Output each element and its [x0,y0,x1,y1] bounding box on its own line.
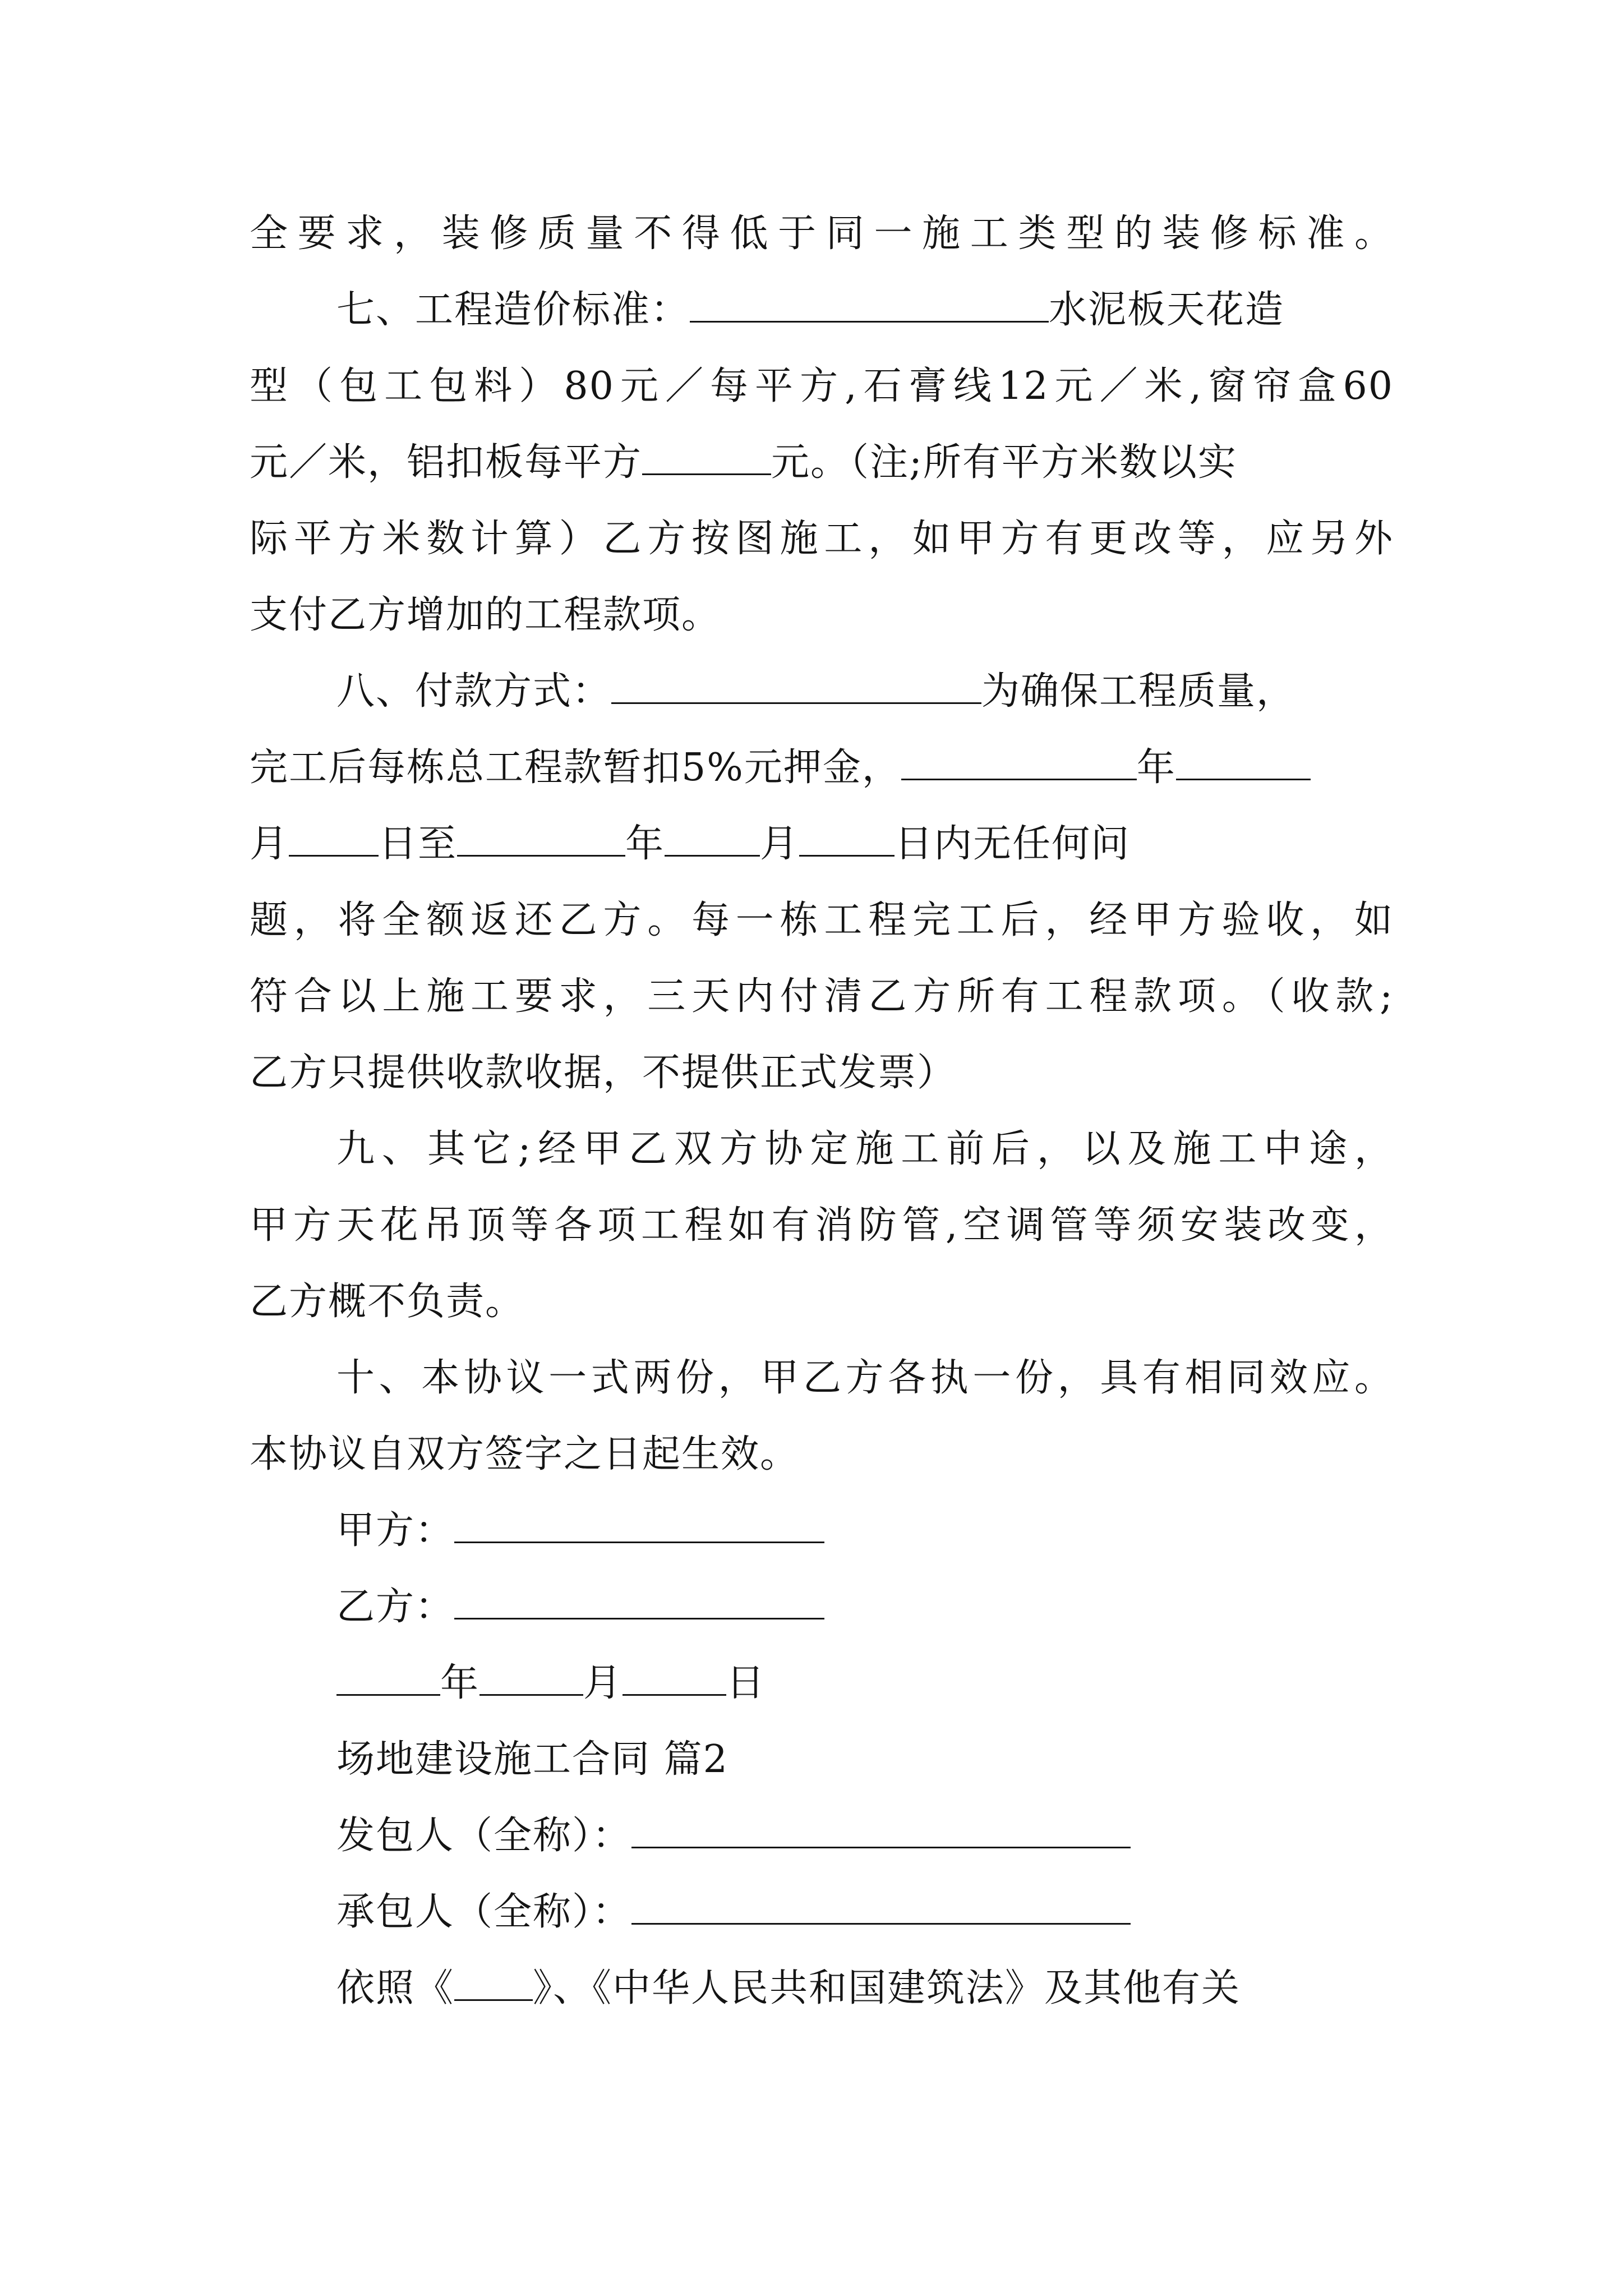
text-fragment: 型（包工包料）80元／每平方,石膏线12元／米,窗帘盒60 [250,364,1394,408]
text-fragment: 九、其它;经甲乙双方协定施工前后，以及施工中途， [336,1127,1394,1171]
fill-in-blank [690,287,1049,323]
signature-line-party-a [336,1506,1394,1556]
fill-in-blank [457,821,625,857]
section-title [336,1734,1394,1785]
fill-in-blank [901,745,1137,780]
text-fragment: 七、工程造价标准： [336,288,690,332]
fill-in-blank [454,1508,824,1543]
text-fragment: 年 [1136,746,1176,790]
text-fragment: 甲方天花吊顶等各项工程如有消防管,空调管等须安装改变， [250,1203,1394,1248]
text-line [336,1963,1394,2014]
fill-in-blank [665,821,760,857]
text-line [336,666,1394,717]
date-line [336,1658,1394,1709]
text-fragment: 甲方： [336,1508,455,1553]
fill-in-blank [336,1660,440,1696]
text-fragment: 元／米，铝扣板每平方 [250,440,643,485]
text-line [250,590,1394,641]
text-line [250,1277,1394,1327]
text-line [250,819,1394,869]
text-line [250,972,1394,1022]
text-line [336,1124,1394,1175]
text-fragment: 依照《 [336,1966,455,2010]
text-line [250,438,1394,488]
text-line [250,514,1394,564]
text-line [250,895,1394,946]
text-fragment: 乙方： [336,1585,455,1629]
fill-in-blank [1176,745,1311,780]
text-line [336,1353,1394,1404]
text-fragment: 支付乙方增加的工程款项。 [250,593,721,637]
text-fragment: 八、付款方式： [336,669,612,714]
fill-in-blank [631,1813,1131,1848]
text-fragment: 完工后每栋总工程款暂扣5%元押金， [250,746,901,790]
text-fragment: 承包人（全称）： [336,1890,632,1934]
text-fragment: 发包人（全称）： [336,1814,632,1858]
text-line [250,209,1394,259]
text-fragment: 场地建设施工合同 篇2 [336,1737,728,1782]
text-fragment: 水泥板天花造 [1049,288,1285,332]
text-fragment: 题，将全额返还乙方。每一栋工程完工后，经甲方验收，如 [250,898,1394,942]
fill-in-blank [611,669,981,704]
text-fragment: 日内无任何问 [895,822,1131,866]
text-fragment: 乙方只提供收款收据，不提供正式发票） [250,1051,957,1095]
text-fragment: 十、本协议一式两份，甲乙方各执一份，具有相同效应。 [336,1356,1394,1400]
text-line [250,1200,1394,1251]
text-fragment: 年 [440,1661,480,1705]
fill-in-blank [454,1584,824,1619]
text-line [336,1887,1394,1938]
fill-in-blank [631,1889,1131,1925]
fill-in-blank [642,440,771,475]
signature-line-party-b [336,1582,1394,1632]
text-fragment: 日至 [379,822,458,866]
text-fragment: 日 [726,1661,766,1705]
fill-in-blank [479,1660,583,1696]
text-fragment: 乙方概不负责。 [250,1280,525,1324]
text-fragment: 月 [583,1661,623,1705]
text-fragment: 元。（注;所有平方米数以实 [771,440,1237,485]
text-fragment: 本协议自双方签字之日起生效。 [250,1432,800,1476]
fill-in-blank [799,821,895,857]
fill-in-blank [289,821,379,857]
fill-in-blank [623,1660,726,1696]
text-fragment: 》、《中华人民共和国建筑法》及其他有关 [533,1966,1241,2010]
text-line [250,1048,1394,1098]
text-fragment: 全要求，装修质量不得低于同一施工类型的装修标准。 [250,211,1394,256]
text-fragment: 际平方米数计算）乙方按图施工，如甲方有更改等，应另外 [250,517,1394,561]
fill-in-blank [454,1966,533,2001]
text-fragment: 月 [760,822,800,866]
text-line [336,285,1394,335]
text-line [250,361,1394,412]
text-fragment: 符合以上施工要求，三天内付清乙方所有工程款项。（收款; [250,974,1394,1019]
text-line [250,1429,1394,1480]
text-line [250,743,1394,793]
text-line [336,1811,1394,1861]
text-fragment: 为确保工程质量， [981,669,1296,714]
text-fragment: 年 [625,822,665,866]
text-fragment: 月 [250,822,289,866]
